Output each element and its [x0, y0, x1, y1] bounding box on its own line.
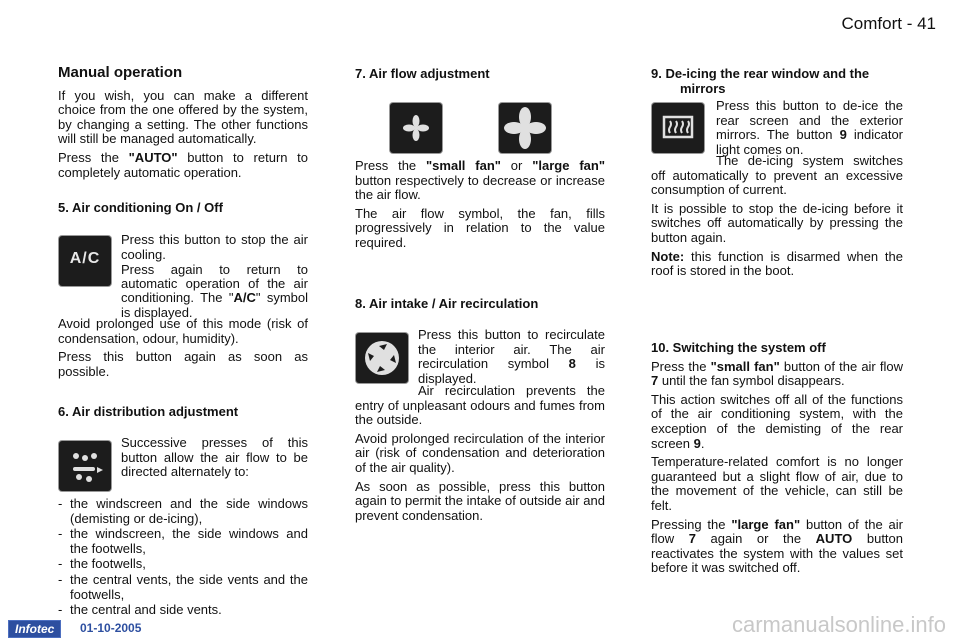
recirculation-description: Press this button to recirculate the interior air. The air recirculation symbol 8 is displayed.: [418, 327, 605, 386]
column-manual-operation: [58, 66, 308, 184]
section-title: Manual operation: [58, 64, 183, 81]
rear-deicing-icon: [652, 103, 704, 153]
distribution-list: [58, 497, 308, 619]
ac-notes: Avoid prolonged use of this mode (risk of condensation, odour, humidity). Press this button again as soon as possible.: [58, 316, 308, 379]
paragraph: If you wish, you can make a different choice from the one offered by the system, by changing a setting. The other functions will still be managed automatically.: [58, 87, 308, 147]
switching-off-section: [651, 341, 903, 580]
list-item: - the central and side vents.: [58, 603, 308, 618]
section-heading-recirculation: 8. Air intake / Air recirculation: [355, 296, 539, 311]
ac-description-2: Press again to return to automatic operation of the air conditioning. The "A/C" symbol is displayed.: [121, 262, 308, 320]
page-title: Comfort - 41: [841, 14, 936, 33]
watermark: carmanualsonline.info: [731, 612, 946, 637]
section-heading-distribution: 6. Air distribution adjustment: [58, 404, 239, 419]
list-item: - the footwells,: [58, 557, 308, 572]
list-item: - the windscreen, the side windows and the footwells,: [58, 527, 308, 556]
paragraph: This action switches off all of the functions of the air conditioning system, with the exception of the demisting of the rear screen 9.: [651, 391, 903, 451]
small-fan-icon: [390, 103, 442, 153]
infotec-logo: Infotec: [8, 620, 61, 638]
list-item: - the central vents, the side vents and the footwells,: [58, 573, 308, 602]
section-heading-ac: 5. Air conditioning On / Off: [58, 200, 223, 215]
section-heading-airflow: 7. Air flow adjustment: [355, 66, 490, 81]
section-heading-deicing: 9. De-icing the rear window and the mirrors: [651, 66, 870, 96]
paragraph: Pressing the "large fan" button of the air flow 7 again or the AUTO button reactivates the system with the values set before it was switched off.: [651, 516, 904, 576]
recirculation-notes: Air recirculation prevents the entry of unpleasant odours and fumes from the outside. Avoid prolonged recirculation of the interior air (risk of condensation and deterioration of the air quality). As soon as possible, press this button again to permit the intake of outside air and prevent condensation.: [355, 383, 605, 523]
list-item: - the windscreen and the side windows (demisting or de-icing),: [58, 497, 308, 526]
ac-button-icon: A/C: [59, 236, 111, 286]
footer-date: 01-10-2005: [80, 621, 142, 635]
airflow-description: Press the "small fan" or "large fan" button respectively to decrease or increase the air flow. The air flow symbol, the fan, fills progressively in relation to the value required.: [355, 158, 605, 250]
paragraph: Press the "AUTO" button to return to completely automatic operation.: [58, 149, 309, 180]
paragraph: Press the "small fan" button of the air flow 7 until the fan symbol disappears.: [651, 358, 904, 389]
air-distribution-icon: [59, 441, 111, 491]
deicing-notes: The de-icing system switches off automatically to prevent an excessive consumption of current. It is possible to stop the de-icing before it switches off automatically by pressing the button again. Note: this function is disarmed when the roof is stored in the boot.: [651, 153, 903, 279]
large-fan-icon: [499, 103, 551, 153]
paragraph: Temperature-related comfort is no longer guaranteed but a slight flow of air, due to the movement of the vehicle, can still be felt.: [651, 454, 903, 513]
distribution-description: Successive presses of this button allow the air flow to be directed alternately to:: [121, 435, 308, 480]
recirculation-icon: [356, 333, 408, 383]
section-heading-switch-off: 10. Switching the system off: [651, 340, 826, 355]
deicing-description: Press this button to de-ice the rear screen and the exterior mirrors. The button 9 indicator light comes on.: [716, 98, 903, 157]
ac-description: Press this button to stop the air cooling.: [121, 232, 308, 262]
